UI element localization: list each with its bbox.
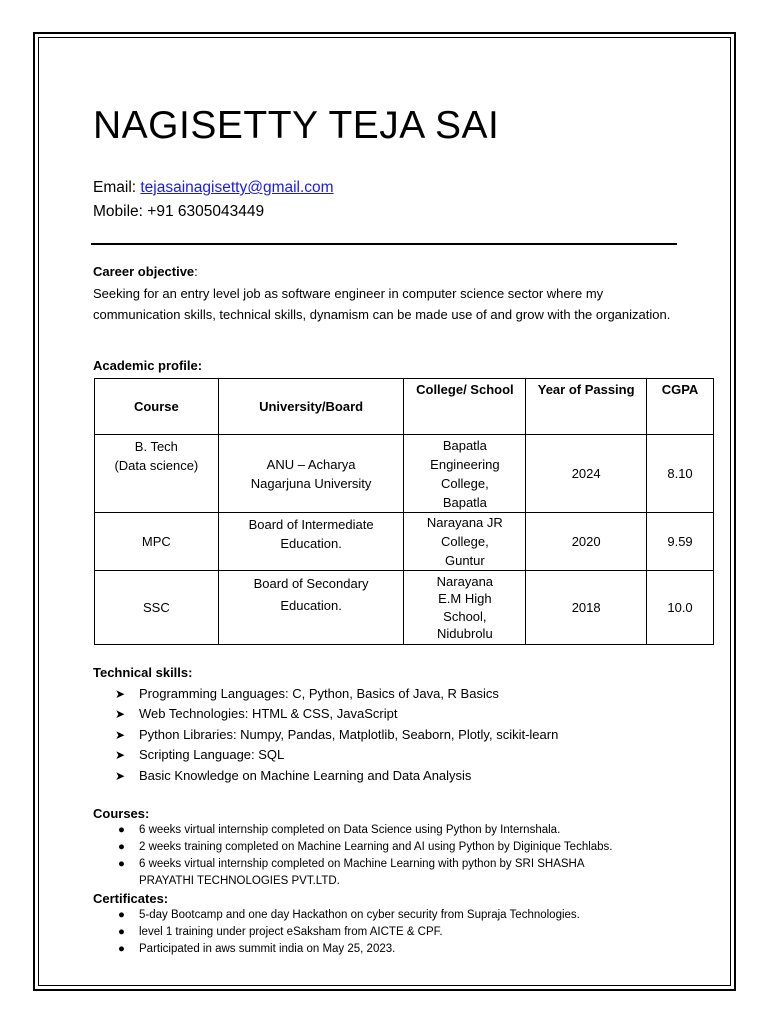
- candidate-name: NAGISETTY TEJA SAI: [93, 104, 500, 147]
- cell-year: 2024: [526, 435, 647, 513]
- table-row: [95, 571, 714, 645]
- email-label: Email:: [93, 179, 141, 196]
- list-item: ➤ Python Libraries: Numpy, Pandas, Matplotlib, Seaborn, Plotly, scikit-learn: [115, 725, 558, 745]
- bullet-dot-icon: ●: [118, 858, 125, 870]
- career-objective-text: Seeking for an entry level job as software engineer in computer science sector where my communication skills, technical skills, dynamism can be made use of and grow with the organization.: [93, 286, 671, 322]
- cell-college: Bapatla Engineering College, Bapatla: [404, 435, 526, 513]
- list-item: ➤ Web Technologies: HTML & CSS, JavaScript: [115, 704, 558, 724]
- list-item: ➤ Programming Languages: C, Python, Basics of Java, R Basics: [115, 684, 558, 704]
- certificates-heading: Certificates:: [93, 891, 169, 906]
- bullet-dot-icon: ●: [118, 824, 125, 836]
- bullet-dot-icon: ●: [118, 943, 125, 955]
- academic-table: [94, 378, 714, 645]
- arrow-bullet-icon: ➤: [115, 707, 126, 722]
- cell-year: 2020: [526, 513, 647, 571]
- list-item: ➤ Basic Knowledge on Machine Learning and Data Analysis: [115, 766, 558, 786]
- cell-board: Board of Secondary Education.: [218, 571, 404, 645]
- cell-cgpa: 8.10: [647, 435, 714, 513]
- cell-cgpa: 10.0: [647, 571, 714, 645]
- cell-course: B. Tech (Data science): [95, 435, 219, 513]
- arrow-bullet-icon: ➤: [115, 687, 126, 701]
- bullet-dot-icon: ●: [118, 926, 125, 938]
- email-link[interactable]: tejasainagisetty@gmail.com: [140, 179, 334, 196]
- list-item: ● 5-day Bootcamp and one day Hackathon on cyber security from Supraja Technologies.: [115, 907, 580, 924]
- courses-heading: Courses:: [93, 806, 150, 821]
- cell-board: ANU – Acharya Nagarjuna University: [218, 435, 404, 513]
- header-divider: [91, 243, 677, 245]
- cell-year: 2018: [526, 571, 647, 645]
- bullet-dot-icon: ●: [118, 841, 125, 853]
- list-item: ● 6 weeks virtual internship completed on Data Science using Python by Internshala.: [115, 822, 613, 839]
- email-line: [93, 179, 334, 197]
- arrow-bullet-icon: ➤: [115, 768, 126, 783]
- col-header-year: Year of Passing: [526, 379, 647, 435]
- bullet-dot-icon: ●: [118, 909, 125, 921]
- mobile-line: Mobile: +91 6305043449: [93, 203, 265, 220]
- academic-table-header: [95, 379, 714, 435]
- col-header-college: College/ School: [404, 379, 526, 435]
- career-objective-heading: Career objective:: [93, 264, 198, 279]
- cell-course: SSC: [95, 571, 219, 645]
- col-header-course: Course: [95, 379, 219, 435]
- table-row: [95, 435, 714, 513]
- arrow-bullet-icon: ➤: [115, 727, 126, 742]
- technical-skills-heading: Technical skills:: [93, 665, 193, 680]
- cell-course: MPC: [95, 513, 219, 571]
- academic-profile-heading: Academic profile:: [93, 358, 203, 373]
- list-item: ● 6 weeks virtual internship completed on Machine Learning with python by SRI SHASHA PRAYATHI TECHNOLOGIES PVT.LTD.: [118, 858, 585, 887]
- technical-skills-list: [115, 684, 558, 786]
- list-item: ● level 1 training under project eSaksham from AICTE & CPF.: [115, 924, 580, 941]
- cell-board: Board of Intermediate Education.: [218, 513, 404, 571]
- arrow-bullet-icon: ➤: [115, 748, 126, 763]
- col-header-cgpa: CGPA: [647, 379, 714, 435]
- table-row: [95, 513, 714, 571]
- list-item: ➤ Scripting Language: SQL: [115, 745, 558, 765]
- certificates-list: [115, 907, 580, 958]
- col-header-university: University/Board: [218, 379, 404, 435]
- cell-college: Narayana E.M High School, Nidubrolu: [404, 571, 526, 645]
- cell-cgpa: 9.59: [647, 513, 714, 571]
- cell-college: Narayana JR College, Guntur: [404, 513, 526, 571]
- courses-list: [115, 822, 613, 890]
- list-item: ● 2 weeks training completed on Machine Learning and AI using Python by Diginique Techlabs.: [115, 839, 613, 856]
- list-item: ● Participated in aws summit india on May 25, 2023.: [115, 941, 580, 958]
